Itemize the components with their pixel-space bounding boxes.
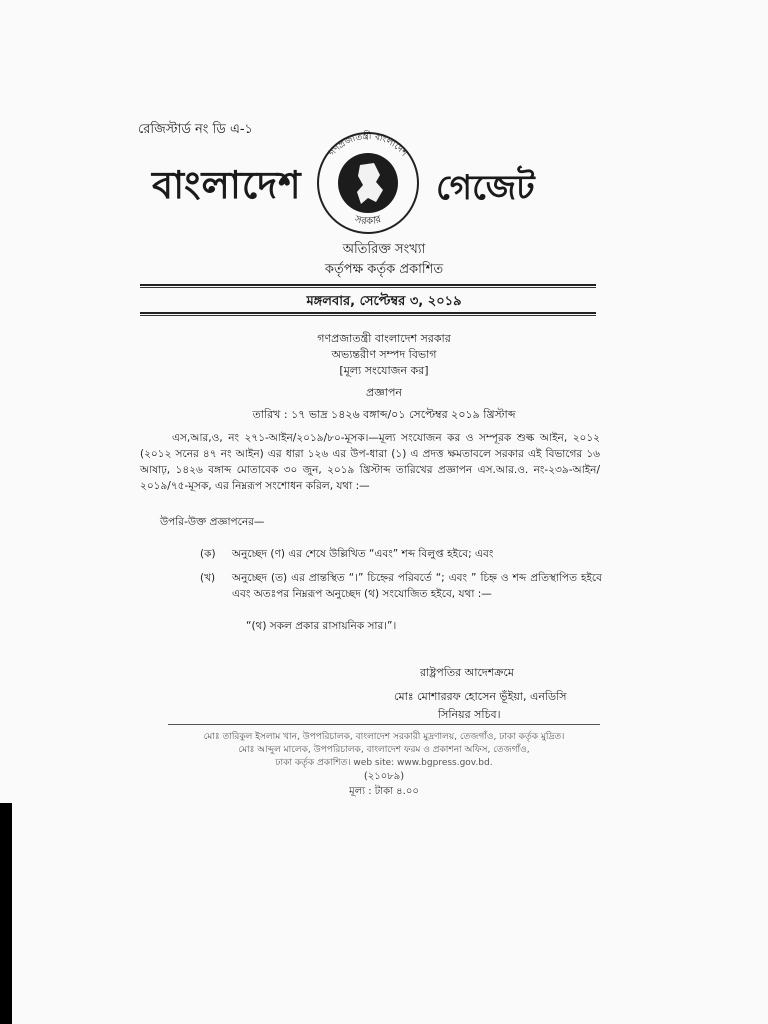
notice-subject: [মূল্য সংযোজন কর] xyxy=(339,364,429,377)
notice-heading: প্রজ্ঞাপন xyxy=(366,386,402,399)
item-k-text: অনুচ্ছেদ (ণ) এর শেষে উল্লিখিত “এবং” শব্দ বিলুপ্ত হইবে; এবং xyxy=(232,548,494,560)
item-k-label: (ক) xyxy=(200,548,216,560)
division-name: অভ্যন্তরীণ সম্পদ বিভাগ xyxy=(331,348,437,361)
footer-code: (২১০৮৯) xyxy=(363,771,405,782)
divider-bottom xyxy=(140,312,596,314)
inserted-clause: “(থ) সকল প্রকার রাসায়নিক সার।”। xyxy=(246,620,397,632)
registered-number: রেজিস্টার্ড নং ডি এ-১ xyxy=(138,122,253,137)
item-kh-text: অনুচ্ছেদ (ত) এর প্রান্তস্থিত “।” চিহ্নের পরিবর্তে “; এবং ” চিহ্ন ও শব্দ প্রতিস্থাপিত হইবে এবং অতঃপর নিম্নরূপ অনুচ্ছেদ (থ) সংযোজিত হইবে, যথা :— xyxy=(232,572,602,600)
seal-top-text: গণপ্রজাতন্ত্রী বাংলাদেশ xyxy=(327,131,409,159)
scan-edge-shadow xyxy=(0,803,12,1024)
footer-publisher: মোঃ আব্দুল মালেক, উপপরিচালক, বাংলাদেশ ফরম ও প্রকাশনা অফিস, তেজগাঁও, xyxy=(238,745,530,755)
divider-bottom-thin xyxy=(140,315,596,316)
gazette-title-right: গেজেট xyxy=(436,168,535,208)
footer-divider xyxy=(168,724,600,725)
notice-paragraph-2: উপরি-উক্ত প্রজ্ঞাপনের— xyxy=(160,516,265,528)
divider-top-thin xyxy=(140,287,596,288)
government-seal xyxy=(308,130,428,236)
item-kh-label: (খ) xyxy=(200,572,216,584)
signatory-name: মোঃ মোশাররফ হোসেন ভূঁইয়া, এনডিসি xyxy=(394,690,567,703)
signature-order: রাষ্ট্রপতির আদেশক্রমে xyxy=(420,666,514,679)
footer-printer: মোঃ তারিকুল ইসলাম খান, উপপরিচালক, বাংলাদেশ সরকারী মুদ্রণালয়, তেজগাঁও, ঢাকা কর্তৃক মুদ্রিত। xyxy=(203,732,565,742)
seal-bottom-text: সরকার xyxy=(353,214,383,228)
extra-issue: অতিরিক্ত সংখ্যা xyxy=(342,242,426,257)
signatory-title: সিনিয়র সচিব। xyxy=(438,708,501,721)
divider-top xyxy=(140,284,596,286)
notice-date: তারিখ : ১৭ ভাদ্র ১৪২৬ বঙ্গাব্দ/০১ সেপ্টেম্বর ২০১৯ খ্রিস্টাব্দ xyxy=(252,408,516,421)
footer-website: ঢাকা কর্তৃক প্রকাশিত। web site: www.bgpress.gov.bd. xyxy=(275,758,493,768)
govt-name: গণপ্রজাতন্ত্রী বাংলাদেশ সরকার xyxy=(317,332,451,345)
gazette-title-left: বাংলাদেশ xyxy=(152,163,302,207)
footer-price: মূল্য : টাকা ৪.০০ xyxy=(349,786,419,797)
published-by: কর্তৃপক্ষ কর্তৃক প্রকাশিত xyxy=(324,262,444,277)
gazette-date: মঙ্গলবার, সেপ্টেম্বর ৩, ২০১৯ xyxy=(306,294,462,309)
notice-paragraph-1: এস,আর,ও, নং ২৭১-আইন/২০১৯/৮০-মূসক।—মূল্য সংযোজন কর ও সম্পূরক শুল্ক আইন, ২০১২ (২০১২ সনের ৪৭ নং আইন) এর ধারা ১২৬ এর উপ-ধারা (১) এ প্রদত্ত ক্ষমতাবলে সরকার এই বিভাগের ১৬ আষাঢ়, ১৪২৬ বঙ্গাব্দ মোতাবেক ৩০ জুন, ২০১৯ খ্রিস্টাব্দ তারিখের প্রজ্ঞাপন এস.আর.ও. নং-২৩৯-আইন/২০১৯/৭৫-মূসক, এর নিম্নরূপ সংশোধন করিল, যথা :— xyxy=(140,432,600,492)
